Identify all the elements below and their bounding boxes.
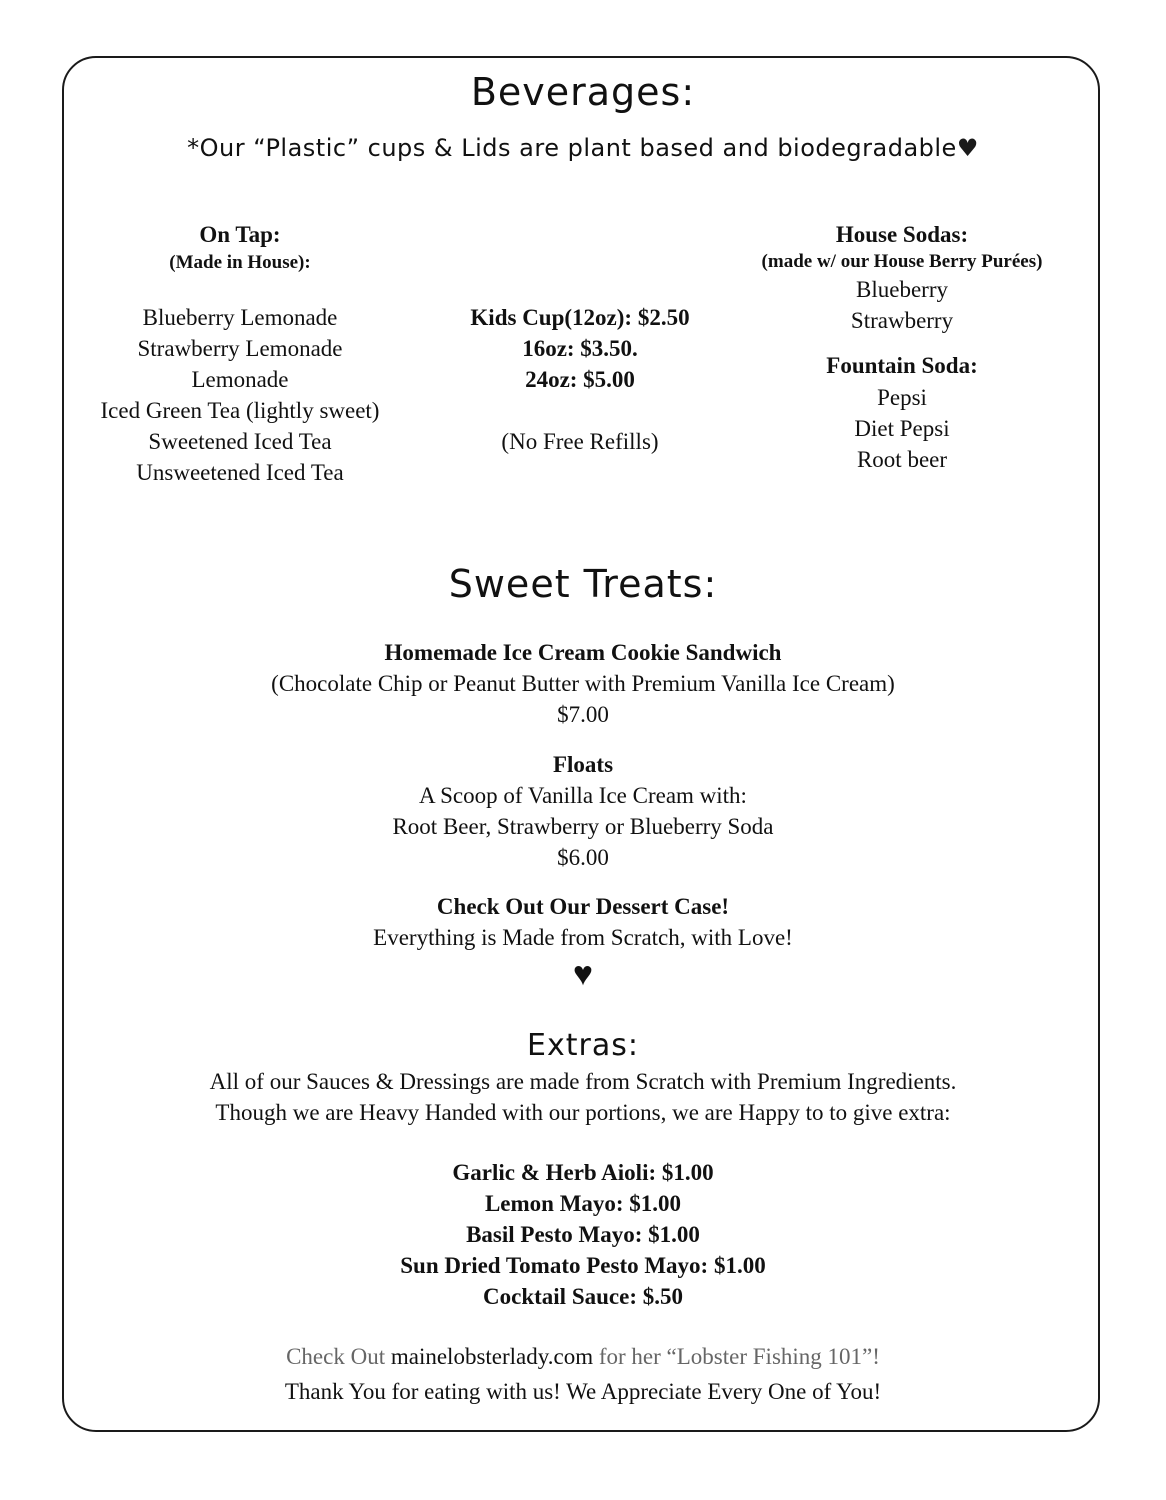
extra-item: Sun Dried Tomato Pesto Mayo: $1.00 (400, 1253, 766, 1278)
dessert-case-line: Everything is Made from Scratch, with Love! (373, 925, 793, 950)
treat-price: $6.00 (557, 845, 609, 870)
heart-icon: ♥ (572, 956, 594, 993)
cups-note (0, 134, 1166, 162)
house-soda-item: Blueberry (856, 277, 948, 302)
treat-name: Homemade Ice Cream Cookie Sandwich (384, 640, 782, 665)
dessert-case (0, 891, 1166, 997)
no-refills-note: (No Free Refills) (501, 429, 659, 454)
on-tap-item: Iced Green Tea (lightly sweet) (100, 398, 380, 423)
size-price: Kids Cup(12oz): $2.50 (470, 305, 690, 330)
fountain-soda-item: Root beer (856, 447, 948, 472)
treat-name: Floats (552, 752, 614, 777)
footer-check-out (0, 1341, 1166, 1372)
on-tap-subtitle: (Made in House): (169, 252, 311, 273)
beverages-title: Beverages: (470, 70, 696, 114)
on-tap-section (60, 220, 420, 488)
treat-description: Root Beer, Strawberry or Blueberry Soda (392, 814, 774, 839)
sodas-section (712, 220, 1092, 475)
size-price: 24oz: $5.00 (525, 367, 635, 392)
website-link[interactable]: mainelobsterlady.com (390, 1344, 594, 1369)
dessert-case-title: Check Out Our Dessert Case! (436, 894, 730, 919)
extras-list (0, 1157, 1166, 1312)
on-tap-item: Strawberry Lemonade (137, 336, 343, 361)
footer-check-suffix: for her “Lobster Fishing 101”! (598, 1344, 880, 1369)
extra-item: Basil Pesto Mayo: $1.00 (466, 1222, 700, 1247)
on-tap-item: Sweetened Iced Tea (148, 429, 332, 454)
extras-intro (0, 1066, 1166, 1128)
footer-check-prefix: Check Out (286, 1344, 386, 1369)
sweet-treats-title: Sweet Treats: (448, 562, 718, 606)
on-tap-item: Unsweetened Iced Tea (136, 460, 344, 485)
fountain-soda-item: Diet Pepsi (854, 416, 950, 441)
house-sodas-subtitle: (made w/ our House Berry Purées) (761, 251, 1043, 272)
on-tap-item: Lemonade (191, 367, 289, 392)
footer-thanks: Thank You for eating with us! We Appreciate Every One of You! (284, 1379, 882, 1404)
house-soda-item: Strawberry (850, 308, 954, 333)
fountain-soda-title: Fountain Soda: (826, 353, 978, 378)
on-tap-item: Blueberry Lemonade (142, 305, 338, 330)
cup-sizes-section (420, 302, 740, 457)
treat-item-cookie-sandwich (0, 637, 1166, 730)
extra-item: Cocktail Sauce: $.50 (483, 1284, 683, 1309)
extra-item: Lemon Mayo: $1.00 (484, 1191, 682, 1216)
size-price: 16oz: $3.50. (522, 336, 638, 361)
fountain-soda-item: Pepsi (877, 385, 927, 410)
heart-icon: ♥ (956, 134, 979, 162)
extras-title: Extras: (527, 1028, 639, 1063)
house-sodas-title: House Sodas: (835, 222, 969, 247)
treat-description: A Scoop of Vanilla Ice Cream with: (419, 783, 747, 808)
extra-item: Garlic & Herb Aioli: $1.00 (452, 1160, 714, 1185)
extras-line: All of our Sauces & Dressings are made from Scratch with Premium Ingredients. (209, 1069, 957, 1094)
treat-description: (Chocolate Chip or Peanut Butter with Premium Vanilla Ice Cream) (271, 671, 895, 696)
on-tap-title: On Tap: (199, 222, 281, 247)
cups-note-text: *Our “Plastic” cups & Lids are plant based and biodegradable (187, 134, 957, 162)
extras-line: Though we are Heavy Handed with our portions, we are Happy to to give extra: (215, 1100, 951, 1125)
treat-item-floats (0, 749, 1166, 873)
treat-price: $7.00 (557, 702, 609, 727)
